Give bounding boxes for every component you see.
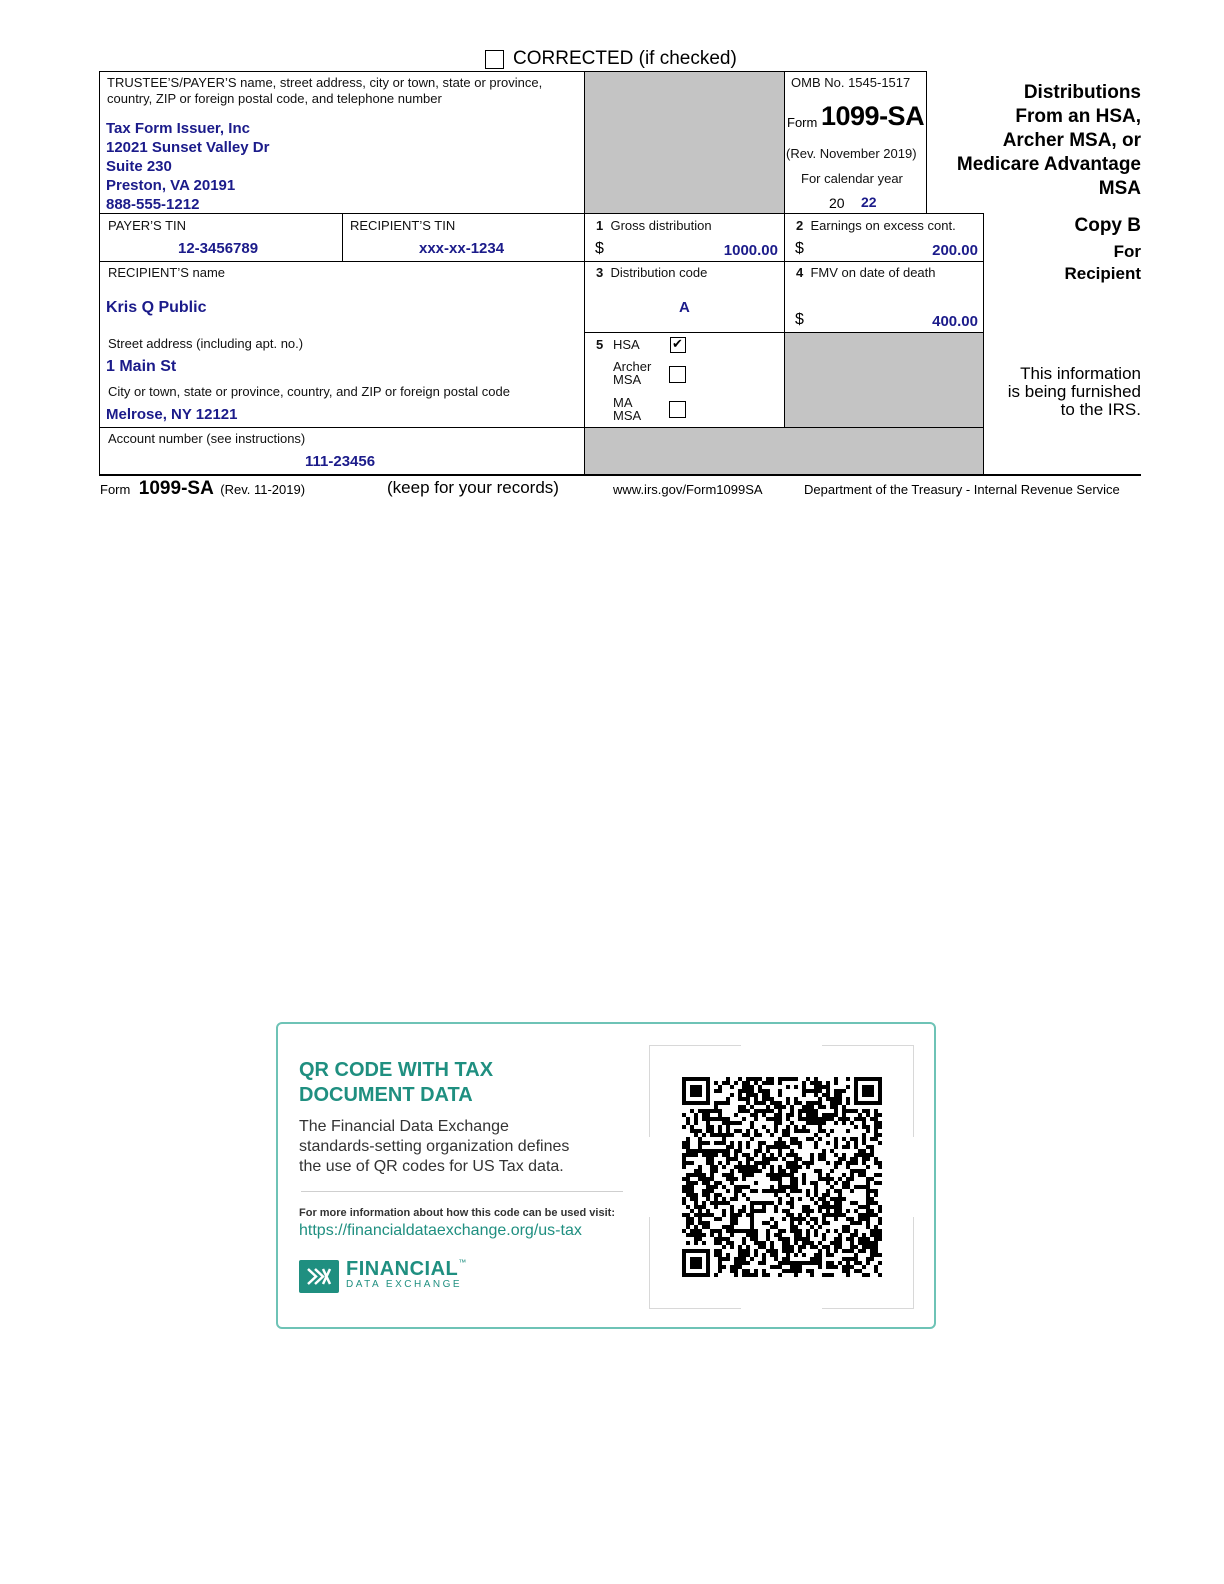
footer-keep: (keep for your records) <box>387 478 559 497</box>
qr-title-line: QR CODE WITH TAX <box>299 1059 494 1081</box>
fdx-logo-main: FINANCIAL <box>346 1258 459 1280</box>
footer-form-number: 1099-SA <box>138 478 214 499</box>
fdx-mark-icon <box>299 1260 339 1293</box>
footer-dept: Department of the Treasury - Internal Revenue Service <box>804 482 1120 497</box>
box4-text: FMV on date of death <box>810 265 936 280</box>
qr-card <box>276 1022 936 1329</box>
title-line: Archer MSA, or <box>1002 130 1141 151</box>
qr-card-title <box>299 1058 493 1108</box>
box4-dollar: $ <box>795 311 804 328</box>
year-suffix: 22 <box>861 194 877 210</box>
info-line: This information <box>1020 364 1141 383</box>
title-line: MSA <box>1098 178 1141 199</box>
fdx-logo-tm: ™ <box>458 1258 467 1267</box>
recipient-city: Melrose, NY 12121 <box>106 406 238 423</box>
divider <box>784 71 785 214</box>
qr-title-line: DOCUMENT DATA <box>299 1084 473 1106</box>
form-word: Form <box>787 115 818 130</box>
box2-dollar: $ <box>795 240 804 257</box>
shaded-box <box>585 72 784 213</box>
box5-archer-label <box>613 360 651 386</box>
account-label: Account number (see instructions) <box>108 431 306 446</box>
check-icon: ✔ <box>672 336 683 351</box>
archer-line: MSA <box>613 372 642 387</box>
ma-msa-checkbox[interactable] <box>669 401 686 418</box>
copy-label: Copy B <box>1074 215 1141 236</box>
qr-card-description <box>299 1117 569 1177</box>
box5-number: 5 <box>596 337 604 352</box>
payer-label: TRUSTEE’S/PAYER’S name, street address, city or town, state or province, country, ZIP or foreign postal code, and telephone number <box>107 75 543 106</box>
box3-label <box>596 265 707 281</box>
year-prefix: 20 <box>829 195 845 211</box>
divider <box>99 213 983 214</box>
city-label: City or town, state or province, country, and ZIP or foreign postal code <box>108 384 510 399</box>
qr-code-icon <box>682 1077 882 1277</box>
shaded-box <box>785 333 983 427</box>
box5-hsa-label: HSA <box>613 337 640 352</box>
box5-ma-label <box>613 396 641 422</box>
footer-rev: (Rev. 11-2019) <box>220 482 306 497</box>
account-number: 111-23456 <box>305 453 376 470</box>
title-line: Medicare Advantage <box>956 154 1141 175</box>
payer-tin-label: PAYER’S TIN <box>108 218 187 233</box>
fdx-logo-sub: DATA EXCHANGE <box>346 1279 463 1290</box>
payer-phone: 888-555-1212 <box>106 196 200 213</box>
payer-suite: Suite 230 <box>106 158 172 175</box>
payer-city: Preston, VA 20191 <box>106 177 236 194</box>
ma-line: MA <box>613 395 633 410</box>
box1-text: Gross distribution <box>610 218 712 233</box>
box3-text: Distribution code <box>610 265 708 280</box>
box4-value: 400.00 <box>932 313 978 330</box>
corrected-checkbox[interactable] <box>485 50 504 69</box>
footer-form <box>100 478 305 500</box>
payer-name: Tax Form Issuer, Inc <box>106 120 250 137</box>
box2-value: 200.00 <box>932 242 978 259</box>
divider <box>99 261 983 262</box>
ma-line: MSA <box>613 408 642 423</box>
form-title <box>957 81 1141 201</box>
form-border-top <box>99 71 927 72</box>
info-line: to the IRS. <box>1060 400 1141 419</box>
qr-link[interactable]: https://financialdataexchange.org/us-tax <box>299 1222 582 1239</box>
recipient-street: 1 Main St <box>106 358 177 375</box>
divider <box>983 213 984 475</box>
divider <box>926 71 927 214</box>
box1-dollar: $ <box>595 240 604 257</box>
qr-desc-line: The Financial Data Exchange <box>299 1118 509 1135</box>
qr-desc-line: standards-setting organization defines <box>299 1138 570 1155</box>
recipient-tin-label: RECIPIENT’S TIN <box>350 218 456 233</box>
qr-card-divider <box>301 1191 623 1192</box>
form-revision: (Rev. November 2019) <box>786 146 917 161</box>
street-label: Street address (including apt. no.) <box>108 336 304 351</box>
recipient-tin: xxx-xx-1234 <box>419 240 505 257</box>
divider <box>342 213 343 261</box>
title-line: From an HSA, <box>1015 106 1141 127</box>
box2-number: 2 <box>796 218 804 233</box>
box2-label <box>796 218 956 234</box>
form-border-left <box>99 71 100 475</box>
box3-number: 3 <box>596 265 604 280</box>
hsa-checkbox[interactable] <box>670 337 686 353</box>
calendar-year-label: For calendar year <box>801 171 903 186</box>
qr-desc-line: the use of QR codes for US Tax data. <box>299 1158 564 1175</box>
box1-label <box>596 218 712 234</box>
archer-msa-checkbox[interactable] <box>669 366 686 383</box>
payer-tin: 12-3456789 <box>178 240 259 257</box>
form-number: 1099-SA <box>821 101 925 131</box>
box4-label <box>796 265 936 281</box>
payer-street: 12021 Sunset Valley Dr <box>106 139 270 156</box>
box1-number: 1 <box>596 218 604 233</box>
copy-info <box>1008 365 1141 419</box>
title-line: Distributions <box>1023 82 1141 103</box>
box1-value: 1000.00 <box>723 242 778 259</box>
recipient-name-label: RECIPIENT’S name <box>108 265 226 280</box>
shaded-box <box>585 428 983 474</box>
form-border-bottom <box>99 474 1141 476</box>
recipient-name: Kris Q Public <box>106 299 207 316</box>
copy-recipient: Recipient <box>1064 264 1141 283</box>
corrected-label: CORRECTED (if checked) <box>513 48 737 69</box>
box3-value: A <box>679 299 690 316</box>
qr-more-info: For more information about how this code can be used visit: <box>299 1207 615 1219</box>
box4-number: 4 <box>796 265 804 280</box>
fdx-logo-text <box>346 1258 466 1290</box>
omb-number: OMB No. 1545-1517 <box>791 75 911 90</box>
footer-url[interactable]: www.irs.gov/Form1099SA <box>613 482 763 497</box>
info-line: is being furnished <box>1007 382 1141 401</box>
box2-text: Earnings on excess cont. <box>810 218 956 233</box>
footer-form-word: Form <box>100 482 131 497</box>
archer-line: Archer <box>613 359 652 374</box>
fdx-logo-icon <box>299 1260 339 1293</box>
copy-for: For <box>1113 242 1141 261</box>
